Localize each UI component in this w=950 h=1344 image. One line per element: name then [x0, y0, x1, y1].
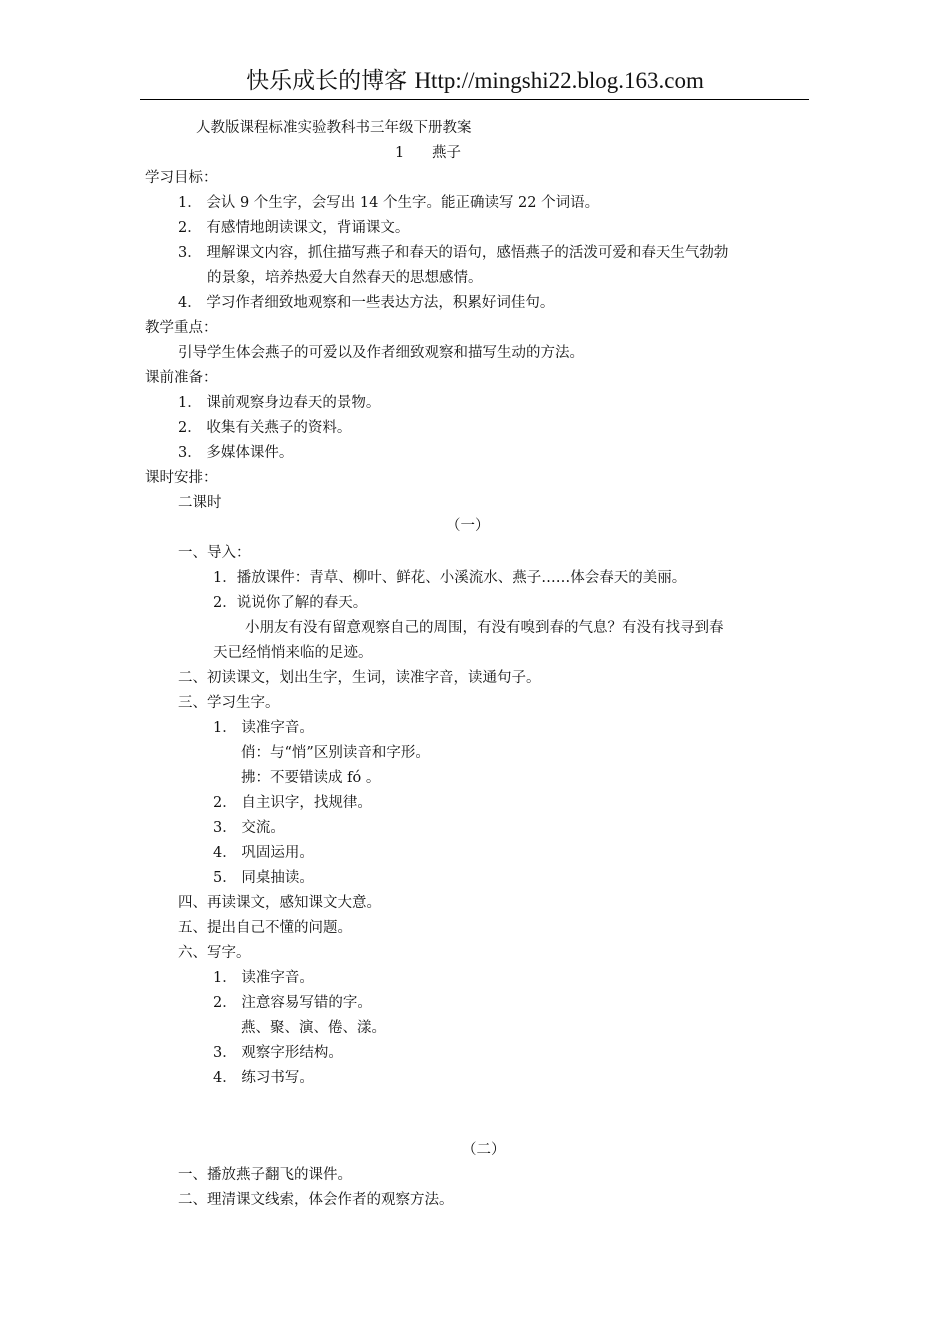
subsection-item: 1． 读准字音。 [213, 720, 314, 736]
detail-line: 俏：与“悄”区别读音和字形。 [241, 745, 430, 761]
prep-item: 2． 收集有关燕子的资料。 [178, 420, 352, 436]
section-intro: 一、导入： [178, 545, 251, 561]
subsection-item: 2． 注意容易写错的字。 [213, 995, 372, 1011]
schedule-heading: 课时安排： [145, 470, 218, 486]
detail-line: 拂：不要错读成 fó 。 [241, 770, 381, 786]
paragraph-line: 天已经悄悄来临的足迹。 [213, 645, 373, 661]
objectives-heading: 学习目标： [145, 170, 218, 186]
section-item: 五、提出自己不懂的问题。 [178, 920, 352, 936]
document-subtitle: 人教版课程标准实验教科书三年级下册教案 [196, 120, 472, 136]
subsection-item: 5． 同桌抽读。 [213, 870, 314, 886]
subsection-item: 2．说说你了解的春天。 [213, 595, 368, 611]
section-item: 六、写字。 [178, 945, 251, 961]
lesson-title: 燕子 [432, 145, 461, 161]
subsection-item: 1． 读准字音。 [213, 970, 314, 986]
subsection-item: 2． 自主识字，找规律。 [213, 795, 372, 811]
section-item: 三、学习生字。 [178, 695, 280, 711]
blog-url[interactable]: Http://mingshi22.blog.163.com [414, 68, 704, 93]
blog-name: 快乐成长的博客 [246, 68, 408, 94]
header-divider [140, 99, 809, 100]
objective-item: 2． 有感情地朗读课文，背诵课文。 [178, 220, 410, 236]
subsection-item: 1．播放课件：青草、柳叶、鲜花、小溪流水、燕子……体会春天的美丽。 [213, 570, 687, 586]
period-two-title: （二） [462, 1142, 506, 1158]
objective-item: 1． 会认 9 个生字，会写出 14 个生字。能正确读写 22 个词语。 [178, 195, 600, 211]
prep-item: 3． 多媒体课件。 [178, 445, 294, 461]
prep-item: 1． 课前观察身边春天的景物。 [178, 395, 381, 411]
section-item: 二、理清课文线索，体会作者的观察方法。 [178, 1192, 454, 1208]
paragraph-line: 小朋友有没有留意观察自己的周围，有没有嗅到春的气息？有没有找寻到春 [245, 620, 724, 636]
subsection-item: 3． 交流。 [213, 820, 285, 836]
detail-line: 燕、聚、演、倦、漾。 [241, 1020, 386, 1036]
focus-text: 引导学生体会燕子的可爱以及作者细致观察和描写生动的方法。 [178, 345, 584, 361]
prep-heading: 课前准备： [145, 370, 218, 386]
objective-item-continued: 的景象，培养热爱大自然春天的思想感情。 [207, 270, 483, 286]
schedule-text: 二课时 [178, 495, 222, 511]
objective-item: 3． 理解课文内容，抓住描写燕子和春天的语句，感悟燕子的活泼可爱和春天生气勃勃 [178, 245, 729, 261]
section-item: 四、再读课文，感知课文大意。 [178, 895, 381, 911]
focus-heading: 教学重点： [145, 320, 218, 336]
blog-header [0, 62, 950, 95]
objective-item: 4． 学习作者细致地观察和一些表达方法，积累好词佳句。 [178, 295, 555, 311]
lesson-number: 1 [395, 145, 405, 161]
subsection-item: 3． 观察字形结构。 [213, 1045, 343, 1061]
subsection-item: 4． 巩固运用。 [213, 845, 314, 861]
subsection-item: 4． 练习书写。 [213, 1070, 314, 1086]
section-item: 一、播放燕子翻飞的课件。 [178, 1167, 352, 1183]
period-one-title: （一） [446, 518, 490, 534]
section-item: 二、初读课文，划出生字，生词，读准字音，读通句子。 [178, 670, 541, 686]
